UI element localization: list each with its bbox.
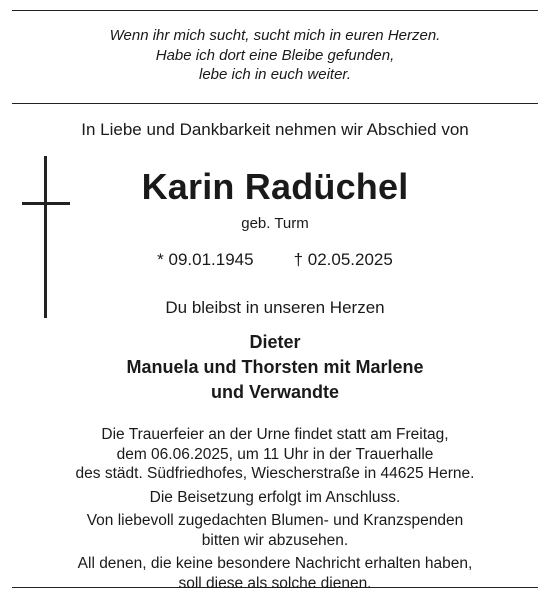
death-date: † 02.05.2025 <box>293 250 393 269</box>
info-line: Von liebevoll zugedachten Blumen- und Kranzspenden <box>86 512 464 529</box>
life-dates <box>12 249 538 271</box>
birth-name: geb. Turm <box>241 215 309 232</box>
info-line: dem 06.06.2025, um 11 Uhr in der Trauerhalle <box>116 445 434 463</box>
farewell-text: Du bleibst in unseren Herzen <box>165 298 385 317</box>
mourner-line: Dieter <box>249 332 301 352</box>
mourner-line: Manuela und Thorsten mit Marlene <box>126 357 424 377</box>
info-line: All denen, die keine besondere Nachricht erhalten haben, <box>77 555 473 572</box>
mourner-line: und Verwandte <box>210 382 340 402</box>
intro-text: In Liebe und Dankbarkeit nehmen wir Abschied von <box>81 120 469 139</box>
poem-line: lebe ich in euch weiter. <box>198 66 352 83</box>
obituary-notice <box>12 10 538 592</box>
ceremony-info <box>12 425 538 597</box>
divider-line <box>12 103 538 104</box>
birth-date: * 09.01.1945 <box>157 250 254 269</box>
poem-line: Habe ich dort eine Bleibe gefunden, <box>155 46 395 64</box>
mourners-list <box>12 330 538 405</box>
deceased-name: Karin Radüchel <box>141 166 409 207</box>
burial-paragraph <box>12 488 538 508</box>
ceremony-paragraph <box>12 425 538 484</box>
info-line: des städt. Südfriedhofes, Wiescherstraße in 44625 Herne. <box>75 465 475 482</box>
flowers-paragraph <box>12 511 538 550</box>
info-line: Die Trauerfeier an der Urne findet statt am Freitag, <box>101 426 449 443</box>
info-line: soll diese als solche dienen. <box>178 574 372 592</box>
poem-line: Wenn ihr mich sucht, sucht mich in euren Herzen. <box>109 27 441 44</box>
info-line: bitten wir abzusehen. <box>201 531 349 549</box>
notice-paragraph <box>12 554 538 593</box>
memorial-poem <box>12 26 538 85</box>
info-line: Die Beisetzung erfolgt im Anschluss. <box>149 488 401 506</box>
